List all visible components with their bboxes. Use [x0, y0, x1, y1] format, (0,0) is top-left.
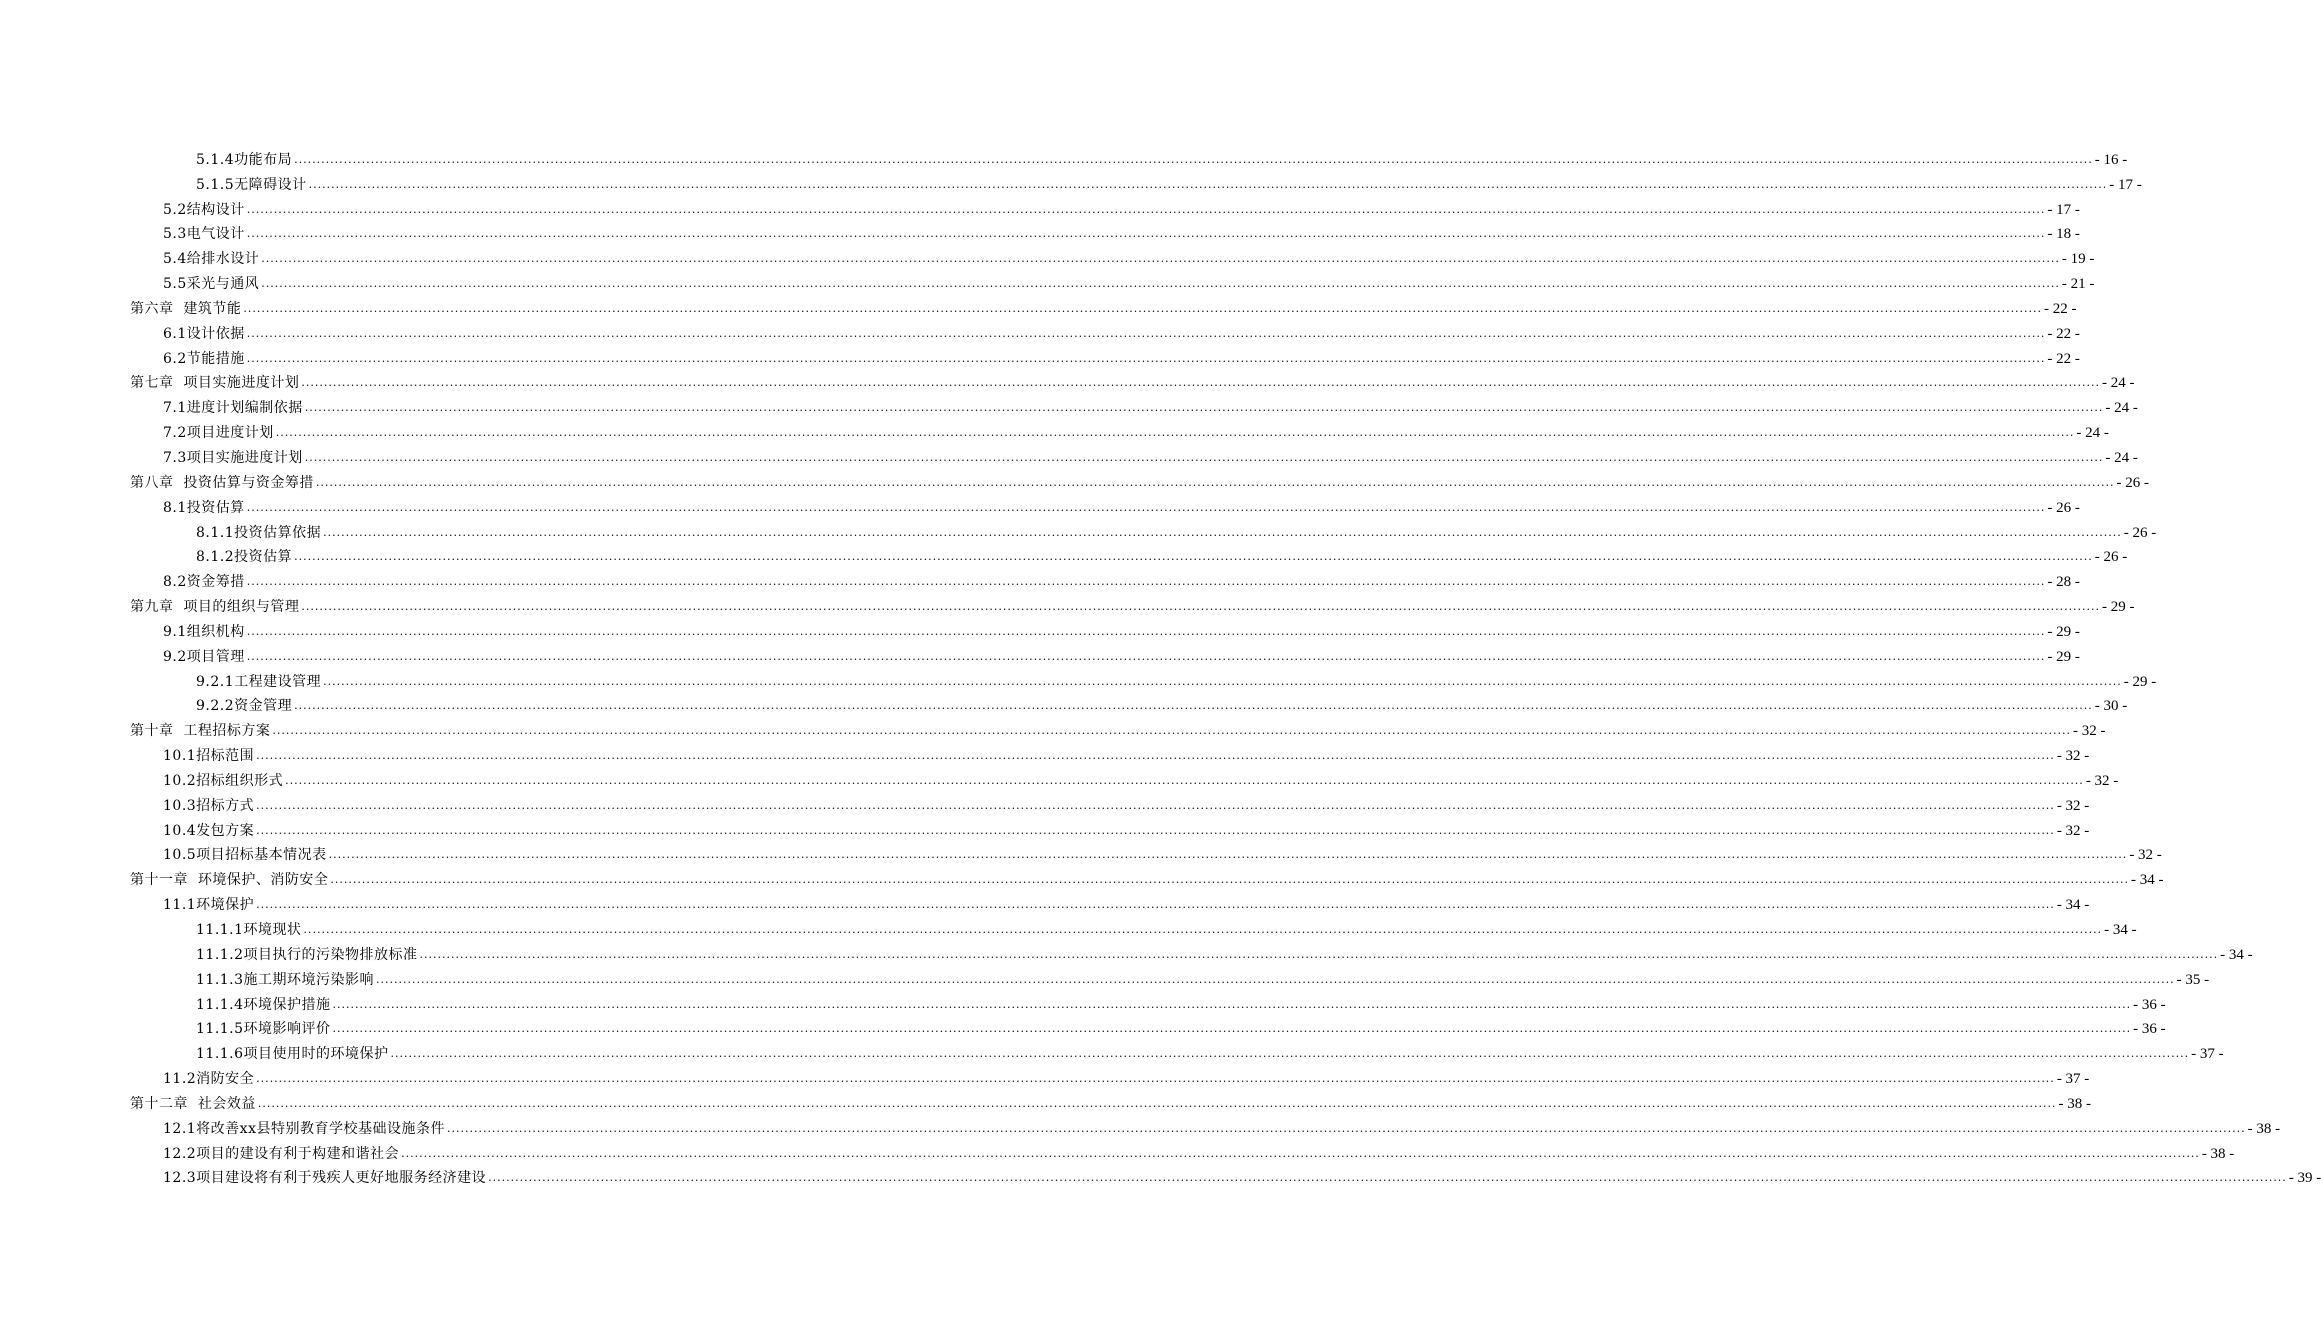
toc-entry[interactable]	[130, 964, 2210, 989]
toc-entry-title: 6.1设计依据	[163, 325, 245, 342]
toc-entry-title: 9.2.1工程建设管理	[196, 673, 322, 690]
toc-entry[interactable]	[130, 169, 2142, 194]
toc-entry-title: 第六章 建筑节能	[130, 300, 242, 317]
toc-leader-dots: ................................................................................................................................................................................................................................................................................................................................................................................................................	[303, 923, 2103, 936]
toc-leader-dots: ................................................................................................................................................................................................................................................................................................................................................................................................................	[256, 798, 2055, 812]
toc-entry-page: - 30 -	[2094, 698, 2128, 715]
toc-entry-title: 9.1组织机构	[163, 623, 245, 640]
toc-entry-page: - 24 -	[2102, 375, 2135, 392]
toc-leader-dots: ................................................................................................................................................................................................................................................................................................................................................................................................................	[401, 1146, 2200, 1160]
toc-entry[interactable]	[130, 542, 2128, 567]
toc-entry-title: 9.2.2资金管理	[196, 698, 293, 715]
toc-leader-dots: ................................................................................................................................................................................................................................................................................................................................................................................................................	[261, 277, 2060, 291]
toc-entry[interactable]	[130, 417, 2109, 442]
toc-entry-page: - 34 -	[2056, 897, 2090, 914]
toc-entry-page: - 38 -	[2201, 1145, 2235, 1162]
toc-entry[interactable]	[130, 368, 2135, 393]
toc-entry-title: 第七章 项目实施进度计划	[130, 375, 300, 392]
toc-entry-title: 11.1.4环境保护措施	[196, 996, 331, 1013]
toc-entry-title: 5.2结构设计	[163, 201, 245, 218]
toc-entry-title: 9.2项目管理	[163, 648, 245, 665]
toc-entry-title: 10.2招标组织形式	[163, 772, 284, 789]
toc-entry[interactable]	[130, 343, 2080, 368]
toc-leader-dots: ................................................................................................................................................................................................................................................................................................................................................................................................................	[323, 525, 2122, 539]
toc-leader-dots: ................................................................................................................................................................................................................................................................................................................................................................................................................	[261, 252, 2060, 266]
toc-leader-dots: ................................................................................................................................................................................................................................................................................................................................................................................................................	[390, 1047, 2190, 1061]
toc-entry-page: - 21 -	[2061, 276, 2095, 293]
toc-entry[interactable]	[130, 1113, 2281, 1138]
toc-leader-dots: ................................................................................................................................................................................................................................................................................................................................................................................................................	[256, 1072, 2055, 1086]
toc-entry-title: 8.2资金筹措	[163, 574, 245, 591]
toc-entry-page: - 36 -	[2133, 996, 2166, 1013]
toc-leader-dots: ................................................................................................................................................................................................................................................................................................................................................................................................................	[330, 873, 2130, 887]
toc-entry-page: - 37 -	[2056, 1071, 2090, 1088]
toc-entry[interactable]	[130, 392, 2138, 417]
toc-leader-dots: ................................................................................................................................................................................................................................................................................................................................................................................................................	[256, 823, 2055, 837]
toc-entry-page: - 32 -	[2056, 748, 2090, 765]
toc-entry-title: 8.1.1投资估算依据	[196, 524, 322, 541]
toc-entry-title: 5.1.5无障碍设计	[196, 176, 307, 193]
toc-entry-title: 第九章 项目的组织与管理	[130, 599, 300, 616]
toc-leader-dots: ................................................................................................................................................................................................................................................................................................................................................................................................................	[256, 749, 2055, 763]
toc-entry-title: 11.1.6项目使用时的环境保护	[196, 1046, 389, 1063]
toc-entry-title: 5.5采光与通风	[163, 276, 260, 293]
toc-entry[interactable]	[130, 194, 2080, 219]
toc-leader-dots: ................................................................................................................................................................................................................................................................................................................................................................................................................	[294, 550, 2093, 564]
toc-leader-dots: ................................................................................................................................................................................................................................................................................................................................................................................................................	[285, 773, 2084, 787]
toc-entry-page: - 24 -	[2105, 400, 2138, 417]
toc-entry-title: 11.1.2项目执行的污染物排放标准	[196, 946, 418, 963]
toc-entry-page: - 26 -	[2123, 524, 2157, 541]
toc-entry-page: - 37 -	[2191, 1046, 2224, 1063]
toc-entry-title: 5.3电气设计	[163, 226, 245, 243]
toc-entry-title: 第八章 投资估算与资金筹措	[130, 474, 314, 491]
toc-entry-page: - 29 -	[2123, 673, 2157, 690]
toc-entry-title: 11.1.5环境影响评价	[196, 1021, 331, 1038]
toc-entry-title: 8.1.2投资估算	[196, 549, 293, 566]
toc-entry[interactable]	[130, 765, 2119, 790]
toc-entry-title: 6.2节能措施	[163, 350, 245, 367]
toc-entry[interactable]	[130, 442, 2138, 467]
toc-leader-dots: ................................................................................................................................................................................................................................................................................................................................................................................................................	[304, 450, 2104, 464]
toc-leader-dots: ................................................................................................................................................................................................................................................................................................................................................................................................................	[332, 997, 2132, 1011]
toc-entry-title: 5.4给排水设计	[163, 251, 260, 268]
toc-entry[interactable]	[130, 616, 2080, 641]
toc-entry-title: 7.3项目实施进度计划	[163, 449, 303, 466]
toc-entry-page: - 22 -	[2047, 325, 2080, 342]
toc-entry[interactable]	[130, 989, 2166, 1014]
toc-entry[interactable]	[130, 144, 2128, 169]
toc-leader-dots: ................................................................................................................................................................................................................................................................................................................................................................................................................	[323, 674, 2122, 688]
toc-entry[interactable]	[130, 691, 2128, 716]
toc-leader-dots: ................................................................................................................................................................................................................................................................................................................................................................................................................	[243, 301, 2043, 315]
toc-entry-title: 10.1招标范围	[163, 748, 255, 765]
toc-leader-dots: ................................................................................................................................................................................................................................................................................................................................................................................................................	[301, 600, 2101, 614]
toc-entry[interactable]	[130, 939, 2253, 964]
toc-leader-dots: ................................................................................................................................................................................................................................................................................................................................................................................................................	[246, 227, 2046, 241]
toc-entry-page: - 29 -	[2102, 599, 2135, 616]
toc-leader-dots: ................................................................................................................................................................................................................................................................................................................................................................................................................	[246, 326, 2046, 340]
toc-entry-page: - 29 -	[2047, 648, 2080, 665]
toc-entry-page: - 38 -	[2058, 1095, 2092, 1112]
toc-entry-page: - 34 -	[2104, 922, 2137, 938]
toc-leader-dots: ................................................................................................................................................................................................................................................................................................................................................................................................................	[315, 475, 2115, 489]
toc-entry[interactable]	[130, 243, 2095, 268]
toc-entry[interactable]	[130, 219, 2080, 244]
toc-entry-page: - 26 -	[2116, 474, 2150, 491]
toc-entry[interactable]	[130, 889, 2090, 914]
toc-entry[interactable]	[130, 864, 2164, 889]
toc-entry[interactable]	[130, 715, 2106, 740]
toc-entry[interactable]	[130, 740, 2090, 765]
toc-entry-page: - 34 -	[2220, 946, 2253, 963]
toc-entry[interactable]	[130, 815, 2090, 840]
toc-entry-page: - 29 -	[2047, 623, 2080, 640]
toc-entry[interactable]	[130, 666, 2157, 691]
toc-entry[interactable]	[130, 467, 2150, 492]
toc-entry[interactable]	[130, 840, 2162, 865]
toc-entry-title: 10.4发包方案	[163, 822, 255, 839]
toc-entry-page: - 39 -	[2288, 1170, 2321, 1187]
toc-entry[interactable]	[130, 268, 2095, 293]
toc-entry-title: 10.3招标方式	[163, 797, 255, 814]
toc-entry-page: - 32 -	[2085, 772, 2119, 789]
toc-entry[interactable]	[130, 566, 2080, 591]
toc-entry-page: - 32 -	[2073, 723, 2106, 740]
toc-entry-title: 12.1将改善xx县特别教育学校基础设施条件	[163, 1120, 445, 1137]
toc-leader-dots: ................................................................................................................................................................................................................................................................................................................................................................................................................	[301, 376, 2101, 390]
toc-entry-title: 11.1.1环境现状	[196, 922, 302, 938]
table-of-contents	[130, 144, 2321, 1187]
toc-leader-dots: ................................................................................................................................................................................................................................................................................................................................................................................................................	[246, 624, 2046, 638]
toc-leader-dots: ................................................................................................................................................................................................................................................................................................................................................................................................................	[294, 699, 2093, 713]
toc-entry-title: 8.1投资估算	[163, 499, 245, 516]
toc-entry[interactable]	[130, 1014, 2166, 1039]
toc-entry[interactable]	[130, 1138, 2235, 1163]
toc-entry[interactable]	[130, 790, 2090, 815]
toc-leader-dots: ................................................................................................................................................................................................................................................................................................................................................................................................................	[328, 848, 2128, 862]
toc-entry-title: 12.3项目建设将有利于残疾人更好地服务经济建设	[163, 1170, 487, 1187]
toc-entry-title: 第十章 工程招标方案	[130, 723, 271, 740]
toc-entry[interactable]	[130, 1038, 2224, 1063]
toc-leader-dots: ................................................................................................................................................................................................................................................................................................................................................................................................................	[246, 500, 2046, 514]
toc-entry-page: - 19 -	[2061, 251, 2095, 268]
toc-entry-page: - 36 -	[2133, 1021, 2166, 1038]
toc-entry-page: - 17 -	[2047, 201, 2080, 218]
toc-entry-page: - 16 -	[2094, 151, 2128, 168]
toc-leader-dots: ................................................................................................................................................................................................................................................................................................................................................................................................................	[246, 575, 2046, 589]
toc-entry-title: 11.1.3施工期环境污染影响	[196, 971, 375, 988]
toc-leader-dots: ................................................................................................................................................................................................................................................................................................................................................................................................................	[304, 401, 2104, 415]
toc-leader-dots: ................................................................................................................................................................................................................................................................................................................................................................................................................	[308, 177, 2108, 191]
toc-entry-page: - 22 -	[2047, 350, 2080, 367]
toc-leader-dots: ................................................................................................................................................................................................................................................................................................................................................................................................................	[246, 649, 2046, 663]
toc-entry[interactable]	[130, 517, 2157, 542]
toc-entry-title: 12.2项目的建设有利于构建和谐社会	[163, 1145, 400, 1162]
toc-entry-page: - 22 -	[2044, 300, 2077, 317]
toc-leader-dots: ................................................................................................................................................................................................................................................................................................................................................................................................................	[488, 1171, 2287, 1185]
toc-entry-title: 第十一章 环境保护、消防安全	[130, 872, 329, 889]
toc-leader-dots: ................................................................................................................................................................................................................................................................................................................................................................................................................	[257, 1096, 2057, 1110]
toc-entry[interactable]	[130, 641, 2080, 666]
toc-leader-dots: ................................................................................................................................................................................................................................................................................................................................................................................................................	[446, 1121, 2246, 1135]
toc-entry-page: - 26 -	[2094, 549, 2128, 566]
toc-entry-title: 10.5项目招标基本情况表	[163, 847, 327, 864]
toc-leader-dots: ................................................................................................................................................................................................................................................................................................................................................................................................................	[376, 972, 2175, 986]
toc-entry-page: - 32 -	[2056, 822, 2090, 839]
toc-entry[interactable]	[130, 914, 2137, 939]
toc-entry[interactable]	[130, 293, 2077, 318]
toc-entry-page: - 34 -	[2131, 872, 2164, 889]
toc-entry-page: - 24 -	[2076, 425, 2109, 442]
toc-entry-page: - 26 -	[2047, 499, 2080, 516]
toc-entry-title: 11.1环境保护	[163, 897, 255, 914]
toc-entry[interactable]	[130, 1088, 2092, 1113]
toc-entry[interactable]	[130, 318, 2080, 343]
toc-entry[interactable]	[130, 591, 2135, 616]
toc-entry-page: - 32 -	[2056, 797, 2090, 814]
toc-entry[interactable]	[130, 1163, 2321, 1188]
toc-entry-title: 7.2项目进度计划	[163, 425, 274, 442]
toc-entry-title: 11.2消防安全	[163, 1071, 255, 1088]
toc-entry[interactable]	[130, 492, 2080, 517]
toc-entry-title: 5.1.4功能布局	[196, 151, 293, 168]
toc-leader-dots: ................................................................................................................................................................................................................................................................................................................................................................................................................	[256, 898, 2055, 912]
toc-entry-page: - 35 -	[2176, 971, 2210, 988]
toc-entry-title: 7.1进度计划编制依据	[163, 400, 303, 417]
toc-leader-dots: ................................................................................................................................................................................................................................................................................................................................................................................................................	[332, 1022, 2132, 1036]
toc-entry-page: - 28 -	[2047, 574, 2080, 591]
toc-entry[interactable]	[130, 1063, 2090, 1088]
toc-entry-page: - 18 -	[2047, 226, 2080, 243]
toc-leader-dots: ................................................................................................................................................................................................................................................................................................................................................................................................................	[275, 426, 2075, 440]
toc-leader-dots: ................................................................................................................................................................................................................................................................................................................................................................................................................	[246, 202, 2046, 216]
toc-entry-page: - 32 -	[2129, 847, 2162, 864]
toc-leader-dots: ................................................................................................................................................................................................................................................................................................................................................................................................................	[419, 947, 2219, 961]
toc-leader-dots: ................................................................................................................................................................................................................................................................................................................................................................................................................	[246, 351, 2046, 365]
toc-entry-title: 第十二章 社会效益	[130, 1095, 256, 1112]
toc-leader-dots: ................................................................................................................................................................................................................................................................................................................................................................................................................	[294, 152, 2093, 166]
toc-entry-page: - 17 -	[2109, 176, 2142, 193]
toc-entry-page: - 24 -	[2105, 449, 2138, 466]
toc-leader-dots: ................................................................................................................................................................................................................................................................................................................................................................................................................	[272, 724, 2072, 738]
toc-entry-page: - 38 -	[2247, 1120, 2281, 1137]
